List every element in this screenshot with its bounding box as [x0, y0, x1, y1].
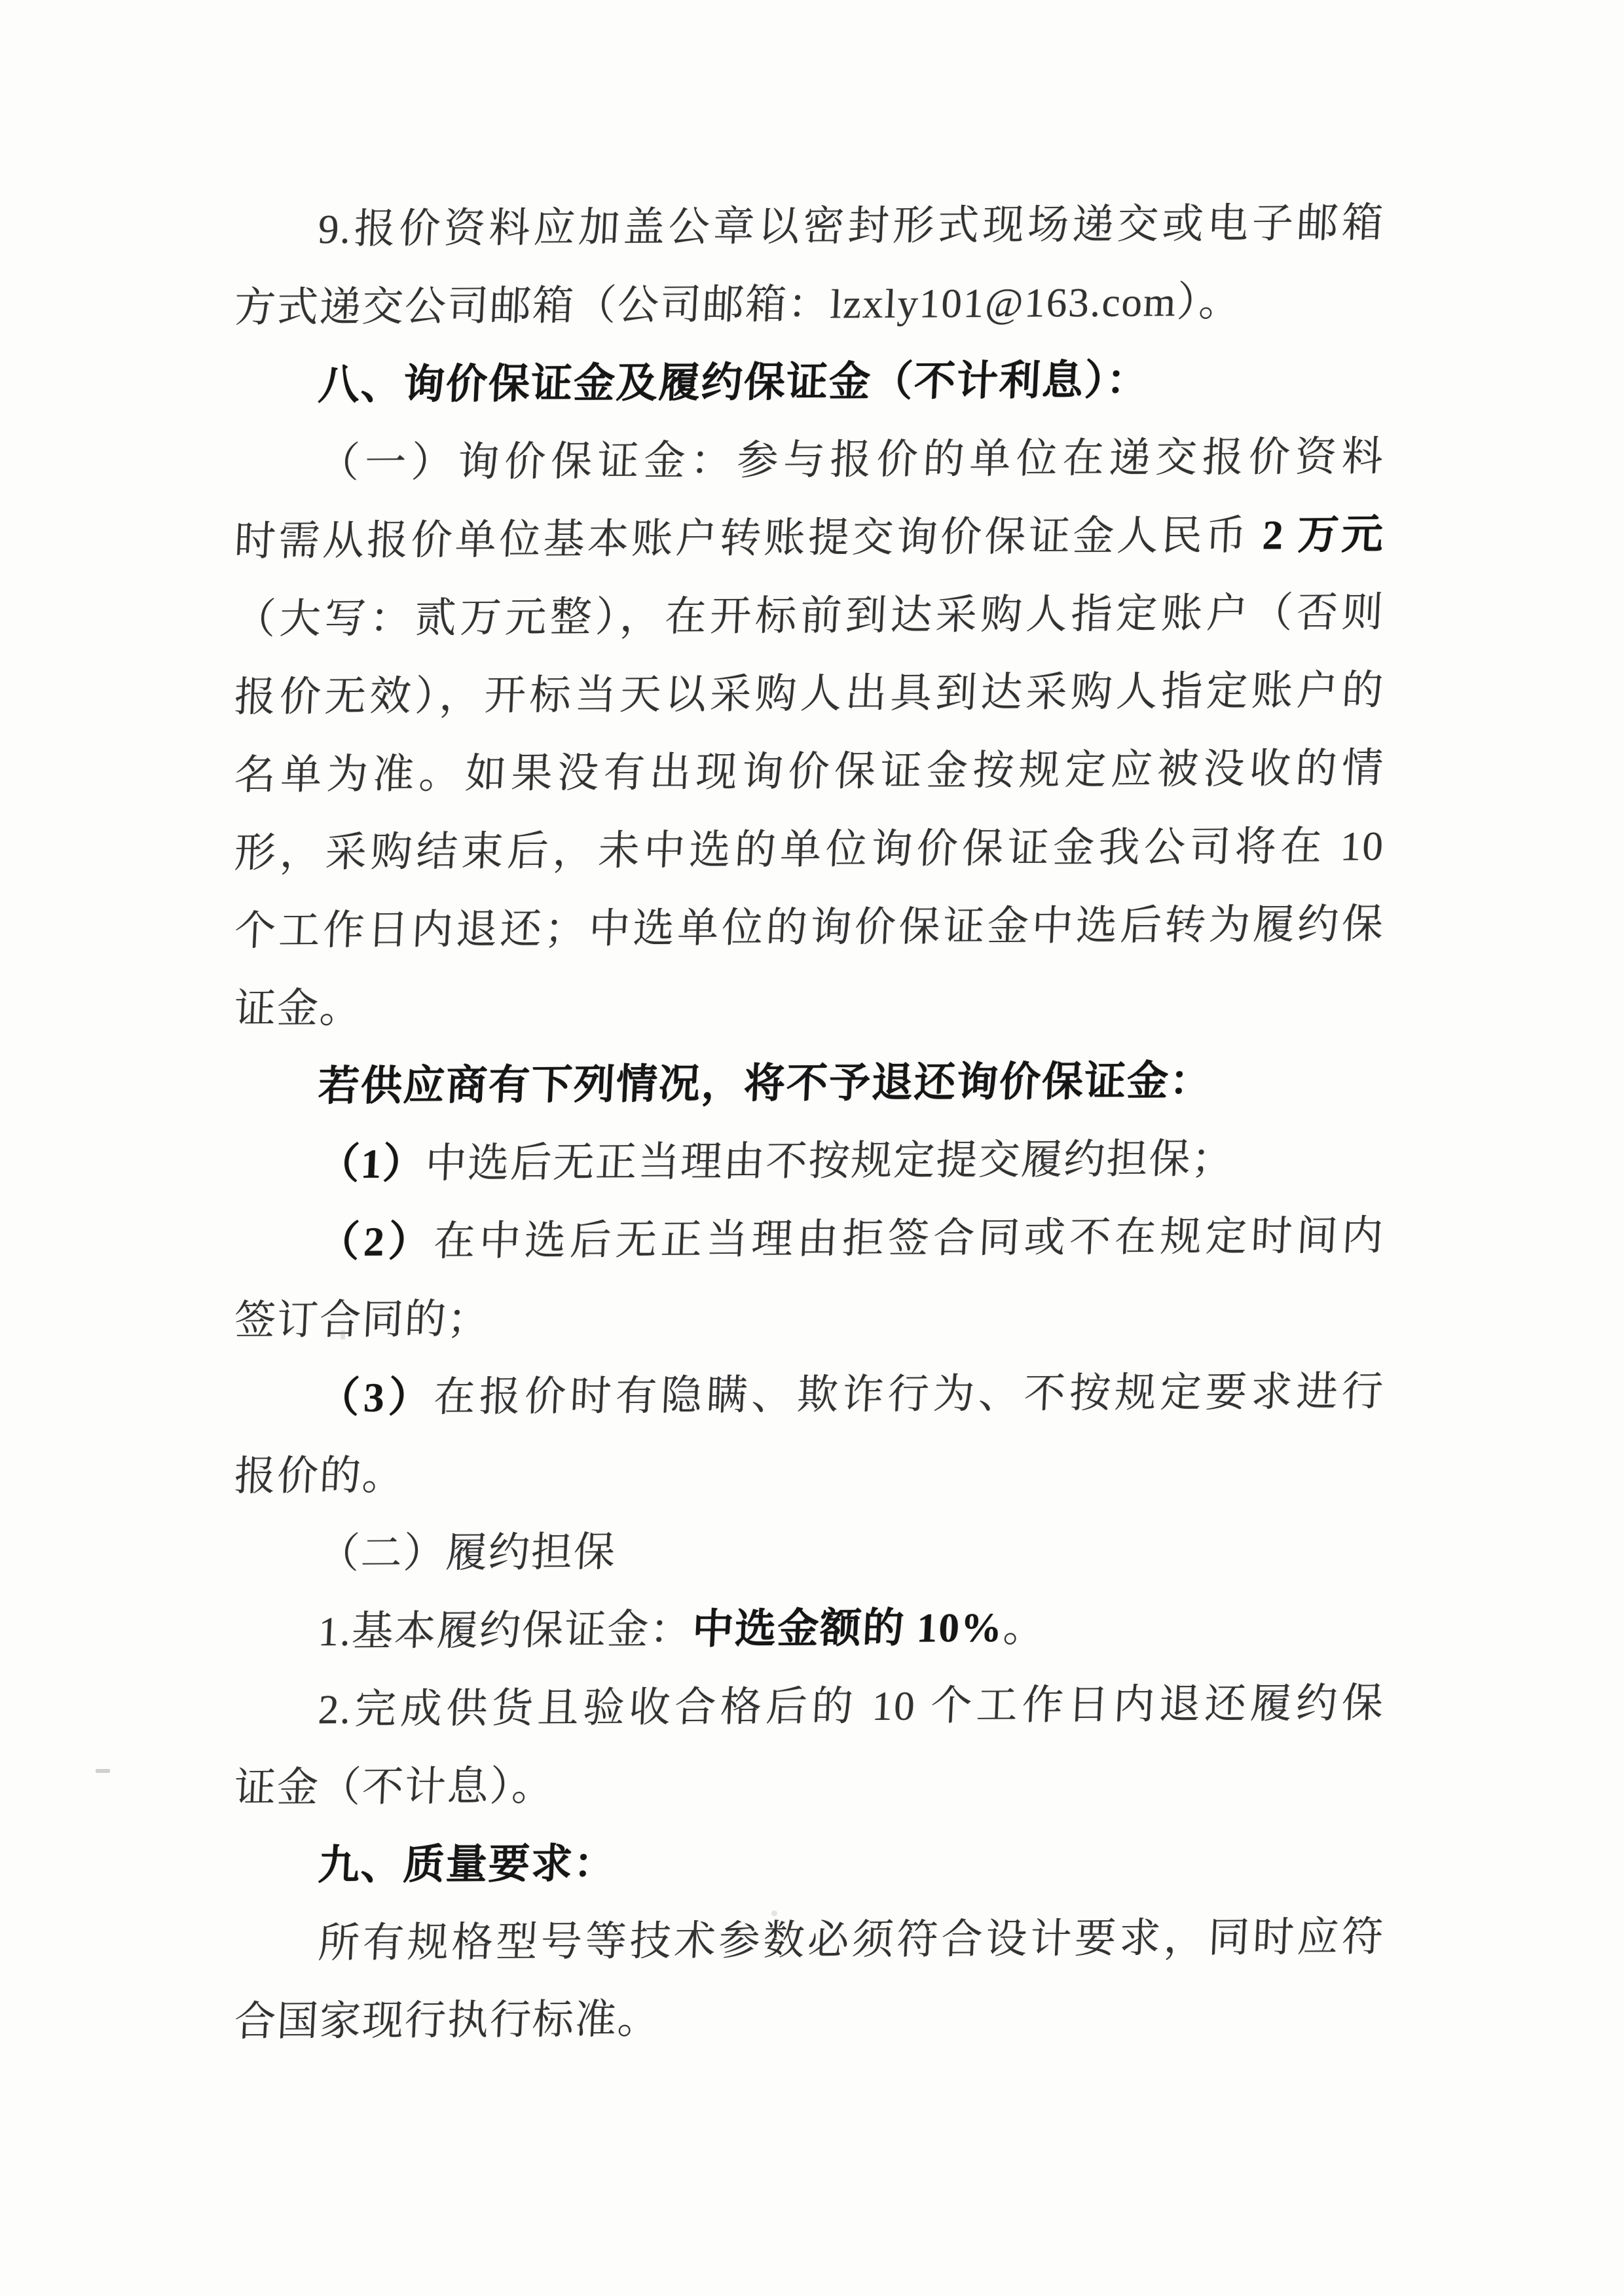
body-text: 在中选后无正当理由拒签合同或不在规定时间内 — [432, 1212, 1386, 1265]
body-text: （一）询价保证金：参与报价的单位在递交报价资料 — [317, 433, 1386, 486]
document-line — [232, 1275, 1386, 1360]
document-line — [232, 1820, 1386, 1905]
document-line — [232, 340, 1386, 425]
emphasized-text: 九、质量要求： — [317, 1840, 618, 1889]
body-text: 2.完成供货且验收合格后的 10 个工作日内退还履约保 — [317, 1680, 1386, 1733]
body-text: 。 — [1002, 1604, 1047, 1650]
document-line — [232, 1041, 1386, 1126]
body-text: 1.基本履约保证金： — [317, 1606, 693, 1655]
document-body — [234, 191, 1384, 2061]
document-line — [232, 885, 1386, 970]
body-text: 个工作日内退还；中选单位的询价保证金中选后转为履约保 — [233, 901, 1386, 955]
emphasized-text: 中选金额的 10% — [691, 1604, 1005, 1652]
body-text: 证金。 — [233, 985, 363, 1032]
emphasized-text: （1） — [317, 1140, 427, 1188]
document-line — [232, 963, 1386, 1048]
body-text: 时需从报价单位基本账户转账提交询价保证金人民币 — [233, 512, 1264, 565]
document-line — [232, 1197, 1386, 1282]
document-line — [232, 807, 1386, 892]
document-line — [232, 1508, 1386, 1594]
document-line — [232, 1586, 1386, 1671]
body-text: 证金（不计息）。 — [233, 1763, 556, 1812]
body-text: （大写：贰万元整），在开标前到达采购人指定账户（否则 — [233, 589, 1386, 643]
document-line — [232, 1119, 1386, 1204]
body-text: 中选后无正当理由不按规定提交履约担保； — [424, 1135, 1236, 1187]
body-text: （二）履约担保 — [317, 1529, 618, 1577]
body-text: 报价的。 — [233, 1452, 406, 1500]
scan-artifact — [96, 1769, 110, 1773]
emphasized-text: 八、询价保证金及履约保证金（不计利息）： — [317, 357, 1151, 409]
emphasized-text: 2 万元 — [1261, 511, 1386, 558]
scan-artifact — [771, 1910, 777, 1916]
document-line — [232, 184, 1386, 269]
body-text: 合国家现行执行标准。 — [233, 1996, 661, 2045]
body-text: 形，采购结束后，未中选的单位询价保证金我公司将在 10 — [233, 823, 1386, 877]
document-line — [232, 1898, 1386, 1983]
document-line — [232, 1664, 1386, 1749]
body-text: 所有规格型号等技术参数必须符合设计要求，同时应符 — [317, 1914, 1386, 1967]
document-line — [232, 496, 1386, 581]
document-line — [232, 1742, 1386, 1827]
document-line — [232, 729, 1386, 814]
body-text: 9.报价资料应加盖公章以密封形式现场递交或电子邮箱 — [317, 200, 1386, 253]
document-line — [232, 1353, 1386, 1438]
body-text: 方式递交公司邮箱（公司邮箱：lzxly101@163.com）。 — [233, 278, 1243, 331]
emphasized-text: （3） — [317, 1374, 435, 1421]
emphasized-text: 若供应商有下列情况，将不予退还询价保证金： — [317, 1057, 1213, 1110]
document-line — [232, 651, 1386, 737]
body-text: 报价无效），开标当天以采购人出具到达采购人指定账户的 — [233, 667, 1386, 721]
document-line — [232, 1430, 1386, 1516]
document-line — [232, 262, 1386, 347]
body-text: 名单为准。如果没有出现询价保证金按规定应被没收的情 — [233, 745, 1386, 799]
emphasized-text: （2） — [317, 1218, 435, 1266]
body-text: 在报价时有隐瞒、欺诈行为、不按规定要求进行 — [432, 1368, 1386, 1421]
document-line — [232, 574, 1386, 659]
document-line — [232, 418, 1386, 503]
document-line — [232, 1976, 1386, 2061]
body-text: 签订合同的； — [233, 1296, 491, 1344]
scan-artifact — [341, 1330, 345, 1339]
